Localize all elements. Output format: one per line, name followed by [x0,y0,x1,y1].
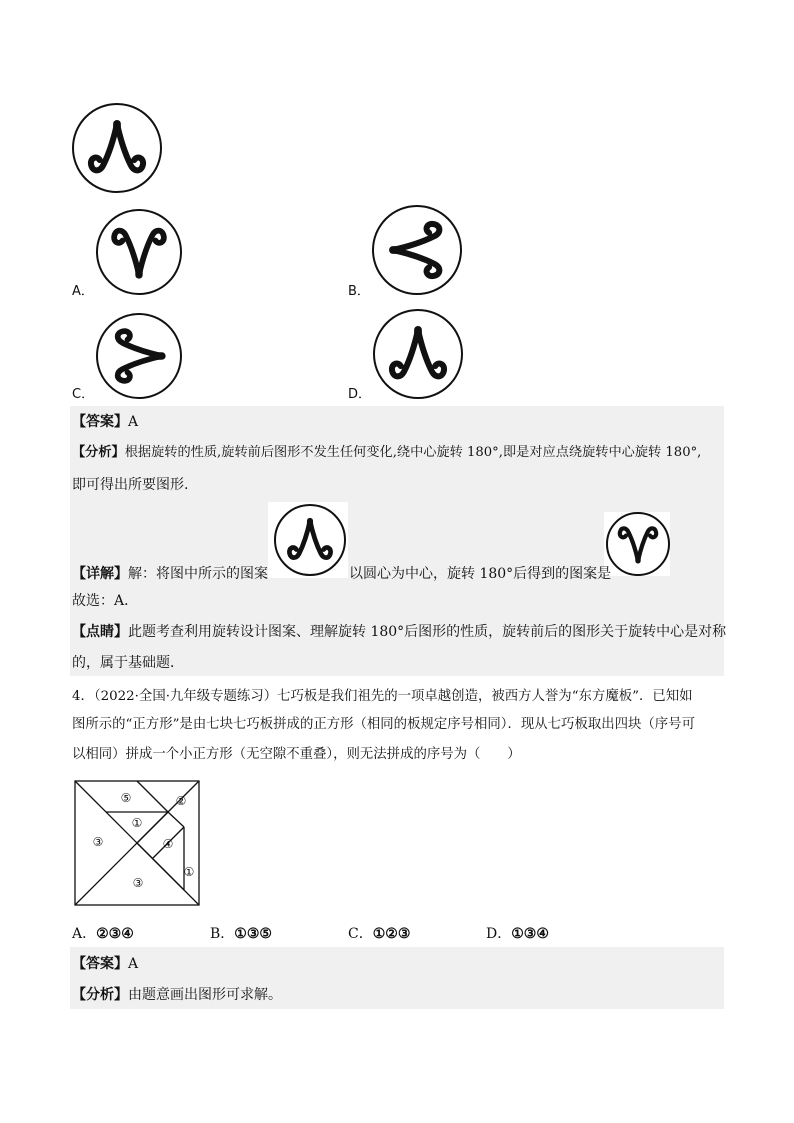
answer-label: 【答案】 [72,414,128,430]
q3-analysis-line1 [72,444,701,462]
q4-option-c[interactable] [348,925,410,943]
option-d-label: D． [348,387,372,402]
analysis-text: 根据旋转的性质,旋转前后图形不发生任何变化,绕中心旋转 180°,即是对应点绕旋转中心旋转 180°, [124,445,702,460]
option-value: ①③⑤ [234,926,272,942]
q3-detail-mid: 以圆心为中心，旋转 180°后得到的图案是 [349,566,612,582]
piece-label-5: ⑤ [120,791,132,805]
detail-inline-original-image [268,502,348,578]
answer-value: A [128,956,139,972]
option-value: ②③④ [96,926,134,942]
aries-symbol-icon [608,514,668,574]
original-symbol-figure [72,103,162,193]
q3-comment-line1 [72,623,726,641]
piece-label-3b: ③ [132,876,144,890]
q4-answer-line [72,955,138,973]
piece-label-3a: ③ [92,835,104,849]
analysis-label: 【分析】 [72,987,128,1003]
option-b-figure[interactable] [372,205,462,295]
option-c-label: C． [72,387,95,402]
analysis-label: 【分析】 [72,445,125,460]
q4-analysis-line [72,986,282,1004]
option-label: A． [72,926,97,942]
answer-label: 【答案】 [72,956,128,972]
option-d-figure[interactable] [373,309,463,399]
q3-detail-conclusion: 故选：A． [72,593,139,609]
analysis-text: 由题意画出图形可求解。 [128,987,282,1003]
answer-value: A [128,414,139,430]
q4-option-a[interactable] [72,925,134,943]
option-label: B． [210,926,235,942]
detail-label: 【详解】 [72,566,128,582]
q4-stem-line2: 图所示的“正方形”是由七块七巧板拼成的正方形（相同的板规定序号相同）．现从七巧板取出四块（序号可 [72,717,695,732]
detail-pre-text: 解：将图中所示的图案 [128,566,268,582]
piece-label-2: ② [175,794,187,808]
tangram-figure [74,780,200,906]
q4-stem-line3: 以相同）拼成一个小正方形（无空隙不重叠），则无法拼成的序号为（ ） [72,747,521,762]
rotated-left-symbol-icon [374,207,460,293]
detail-inline-result-image [604,512,670,576]
option-c-figure[interactable] [96,313,182,399]
piece-label-1a: ① [131,816,143,830]
lambda-symbol-icon [375,311,461,397]
piece-label-4: ④ [162,837,174,851]
lambda-symbol-icon [74,105,160,191]
q3-comment-line2: 的，属于基础题． [72,655,184,671]
option-b-label: B． [348,284,370,299]
comment-label: 【点睛】 [72,624,128,640]
q3-answer-line [72,413,138,431]
rotated-right-symbol-icon [98,315,180,397]
q4-option-d[interactable] [486,925,549,943]
option-value: ①③④ [511,926,549,942]
q3-detail-line [72,565,268,583]
option-value: ①②③ [372,926,411,942]
option-a-label: A． [72,284,94,299]
option-label: D． [486,926,512,942]
q4-option-b[interactable] [210,925,272,943]
q4-stem-line1: 4．（2022·全国·九年级专题练习）七巧板是我们祖先的一项卓越创造，被西方人誉为“东方魔板”．已知如 [72,689,693,704]
option-label: C． [348,926,373,942]
piece-label-1b: ① [183,865,195,879]
q3-analysis-line2: 即可得出所要图形. [72,477,189,493]
lambda-symbol-icon [276,506,344,574]
comment-text: 此题考查利用旋转设计图案、理解旋转 180°后图形的性质，旋转前后的图形关于旋转中心是对称 [128,624,727,640]
option-a-figure[interactable] [96,209,182,295]
aries-symbol-icon [98,211,180,293]
